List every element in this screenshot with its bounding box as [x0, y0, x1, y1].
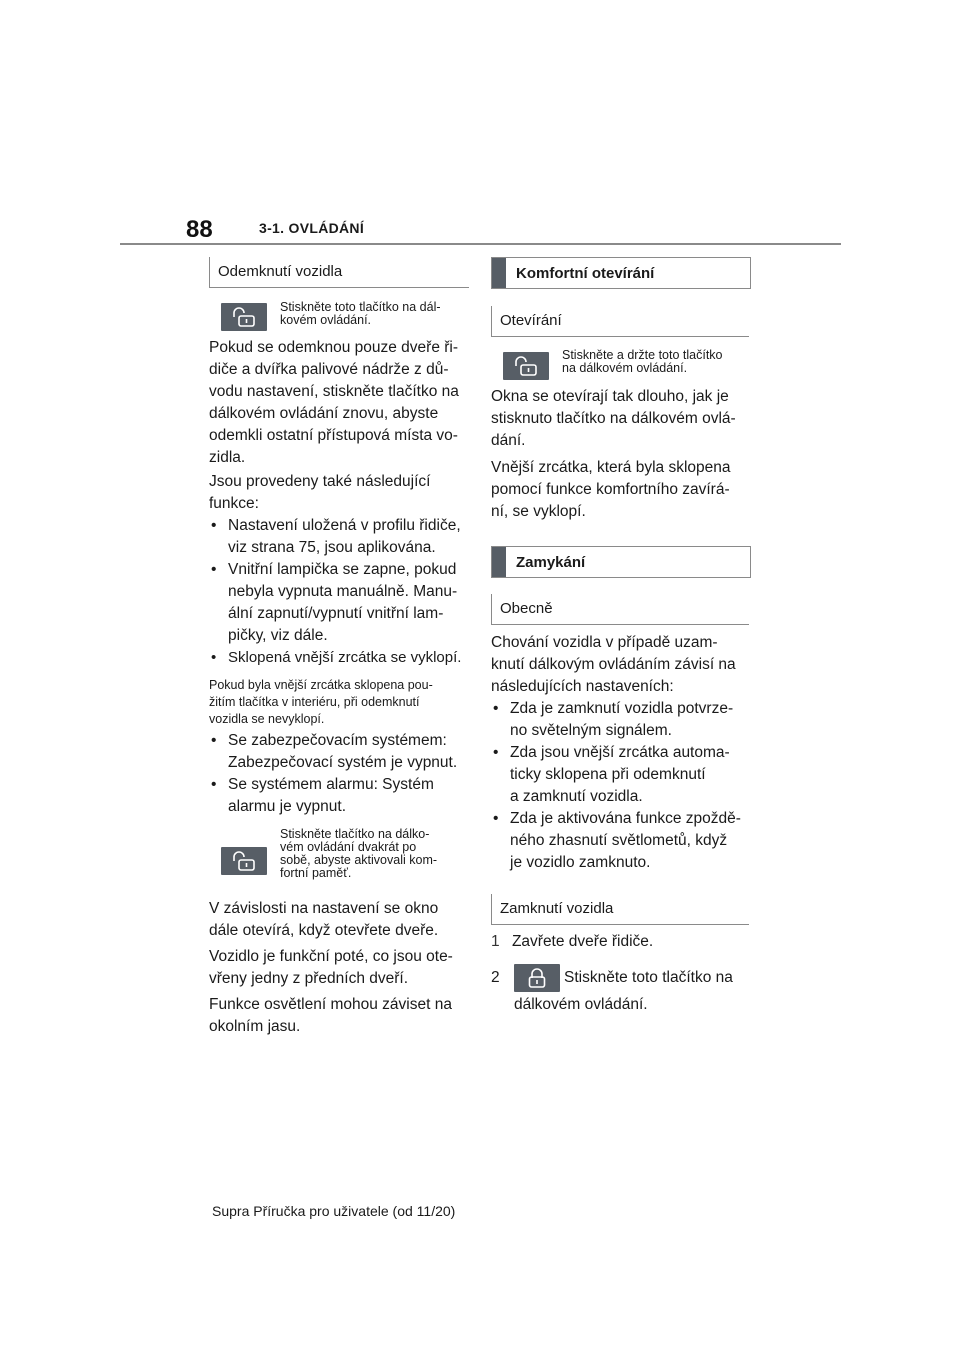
unlocked-padlock-icon: [229, 306, 259, 328]
opening-subheading: Otevírání: [491, 306, 749, 337]
unlocked-padlock-icon: [229, 850, 259, 872]
functions-list: [209, 515, 479, 669]
btn1-caption: Stiskněte toto tlačítko na dál- kovém ovládání.: [280, 300, 441, 327]
unlock-paragraph-2: Jsou provedeny také následující funkce:: [209, 473, 431, 512]
step-1: 1 Zavřete dveře řidiče.: [491, 933, 654, 950]
step-2-number: 2: [491, 969, 500, 986]
list-item: • Zda jsou vnější zrcátka automa- ticky sklopena při odemknutí a zamknutí vozidla.: [491, 742, 761, 808]
comfort-opening-heading: Komfortní otevírání: [491, 257, 751, 289]
lock-remote-button: [514, 964, 560, 992]
locked-padlock-icon: [522, 967, 552, 989]
open-remote-button: [503, 352, 549, 380]
unlock-remote-button: [221, 303, 267, 331]
open-paragraph-2: Vnější zrcátka, která byla sklopena pomocí funkce komfortního zavírá- ní, se vyklopí.: [491, 459, 731, 520]
list-item: • Se systémem alarmu: Systém alarmu je vypnut.: [209, 774, 479, 818]
window-paragraph: V závislosti na nastavení se okno dále otevírá, když otevřete dveře.: [209, 900, 439, 939]
vehicle-ready-paragraph: Vozidlo je funkční poté, co jsou ote- vřeny jedny z předních dveří.: [209, 948, 453, 987]
page-number: 88: [186, 216, 213, 243]
locking-heading: Zamykání: [491, 546, 751, 578]
list-item: • Se zabezpečovacím systémem: Zabezpečovací systém je vypnut.: [209, 730, 479, 774]
lock-vehicle-subheading: Zamknutí vozidla: [491, 894, 749, 925]
comfort-memory-remote-button: [221, 847, 267, 875]
list-item: • Vnitřní lampička se zapne, pokud nebyla vypnuta manuálně. Manu- ální zapnutí/vypnutí vnitřní lam- pičky, viz dále.: [209, 559, 479, 647]
unlock-paragraph-1: Pokud se odemknou pouze dveře ři- diče a dvířka palivové nádrže z dů- vodu nastavení, stiskněte tlačítko na dálkovém ovládání znovu, abyste odemkli ostatní přístupová místa vo- zidla.: [209, 339, 459, 466]
locking-paragraph: Chování vozidla v případě uzam- knutí dálkovým ovládáním závisí na následujících nastaveních:: [491, 634, 736, 695]
step-2-text-b: dálkovém ovládání.: [514, 996, 648, 1013]
alarm-list: [209, 730, 479, 818]
open-paragraph-1: Okna se otevírají tak dlouho, jak je stisknuto tlačítko na dálkovém ovlá- dání.: [491, 388, 736, 449]
mirror-note: Pokud byla vnější zrcátka sklopena pou- žitím tlačítka v interiéru, při odemknutí vozidla se nevyklopí.: [209, 678, 433, 726]
footer-text: Supra Příručka pro uživatele (od 11/20): [212, 1203, 456, 1219]
unlocked-padlock-icon: [511, 355, 541, 377]
list-item: • Nastavení uložená v profilu řidiče, viz strana 75, jsou aplikována.: [209, 515, 479, 559]
list-item: • Zda je zamknutí vozidla potvrze- no světelným signálem.: [491, 698, 761, 742]
btn2-caption: Stiskněte tlačítko na dálko- vém ovládání dvakrát po sobě, abyste aktivovali kom- fortní paměť.: [280, 827, 438, 880]
btn3-caption: Stiskněte a držte toto tlačítko na dálkovém ovládání.: [562, 348, 723, 375]
list-item: • Sklopená vnější zrcátka se vyklopí.: [209, 647, 479, 669]
step-2-text-a: Stiskněte toto tlačítko na: [564, 969, 733, 986]
list-item: • Zda je aktivována funkce zpoždě- ného zhasnutí světlometů, když je vozidlo zamknuto.: [491, 808, 761, 874]
chapter-title: 3-1. OVLÁDÁNÍ: [259, 220, 365, 236]
general-subheading: Obecně: [491, 594, 749, 625]
lighting-paragraph: Funkce osvětlení mohou záviset na okolním jasu.: [209, 996, 452, 1035]
locking-settings-list: [491, 698, 761, 874]
header-rule: [120, 243, 841, 245]
unlock-heading: Odemknutí vozidla: [209, 257, 469, 288]
